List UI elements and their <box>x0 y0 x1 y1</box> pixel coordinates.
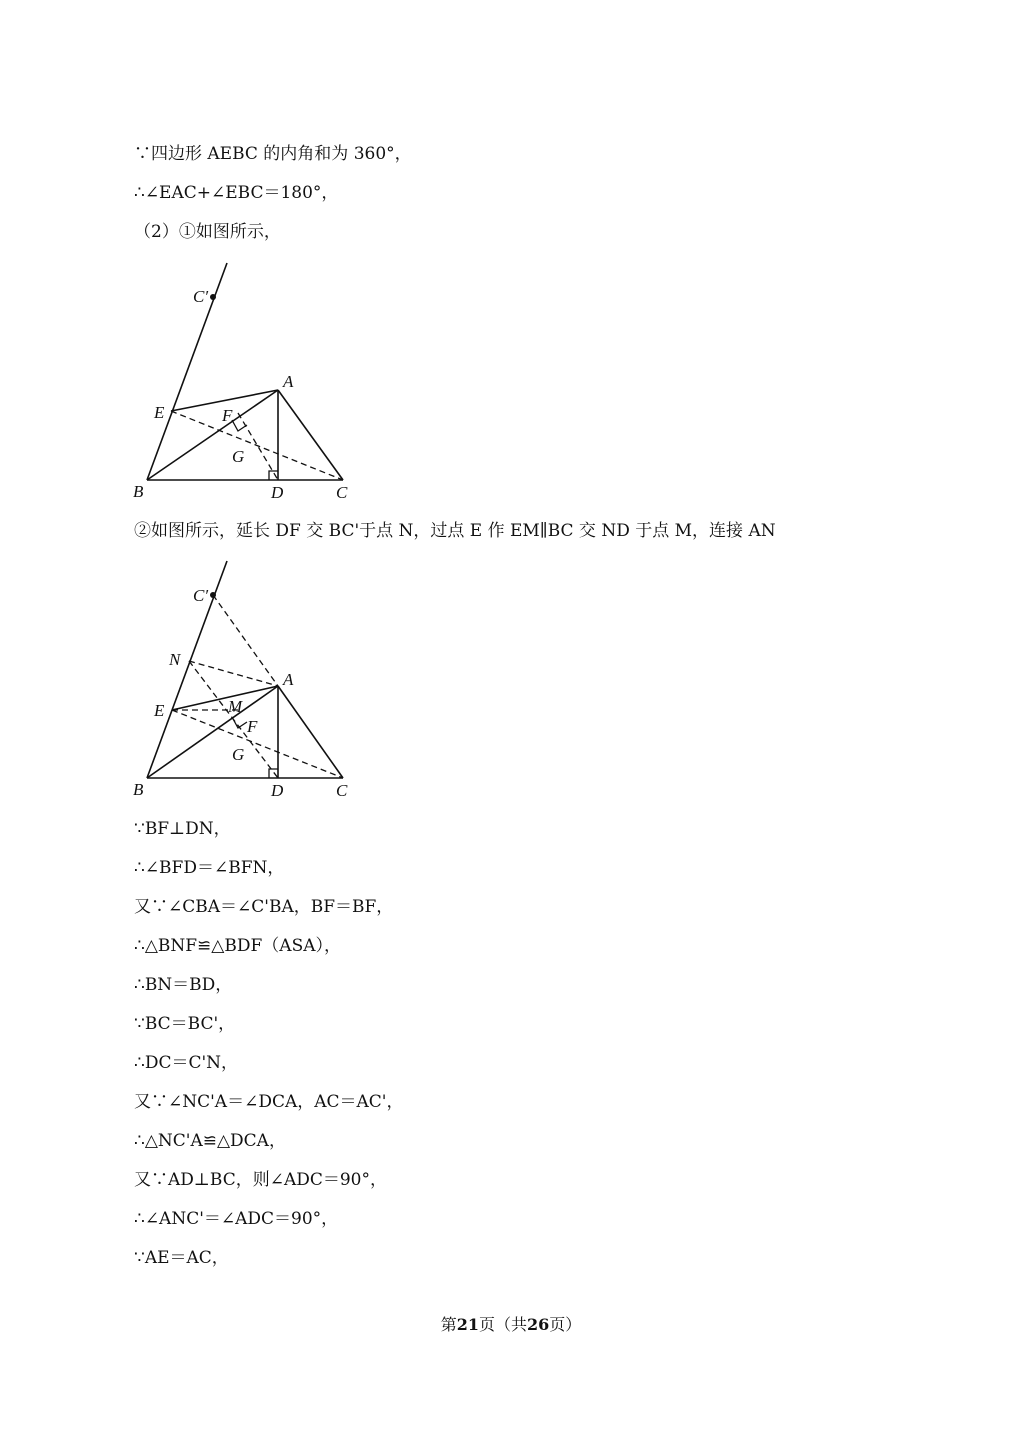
proof-line-12: 又∵∠NC'A＝∠DCA，AC＝AC'， <box>134 1092 404 1112</box>
proof-line-10: ∵BC＝BC'， <box>134 1014 236 1034</box>
label-N: N <box>169 650 181 669</box>
footer-suffix: 页） <box>549 1315 582 1334</box>
proof-line-16: ∵AE＝AC， <box>134 1248 229 1268</box>
proof-line-15: ∴∠ANC'＝∠ADC＝90°， <box>134 1209 339 1229</box>
proof-line-1: ∵四边形 AEBC 的内角和为 360°， <box>134 144 412 164</box>
label-D: D <box>271 483 284 502</box>
label-C: C <box>336 781 348 800</box>
label-F: F <box>222 406 233 425</box>
label-C-prime: C′ <box>193 586 209 605</box>
page-footer <box>0 1314 1022 1336</box>
label-E: E <box>154 403 165 422</box>
label-F: F <box>247 717 258 736</box>
label-B: B <box>133 780 144 799</box>
proof-line-14: 又∵AD⊥BC，则∠ADC＝90°， <box>134 1170 387 1190</box>
proof-line-9: ∴BN＝BD， <box>134 975 233 995</box>
proof-line-7: 又∵∠CBA＝∠C'BA，BF＝BF， <box>134 897 394 917</box>
proof-line-11: ∴DC＝C'N， <box>134 1053 239 1073</box>
label-G: G <box>232 745 245 764</box>
proof-line-2: ∴∠EAC+∠EBC＝180°， <box>134 183 339 203</box>
label-C: C <box>336 483 348 502</box>
label-G: G <box>232 447 245 466</box>
label-D: D <box>271 781 284 800</box>
proof-line-4: ②如图所示，延长 DF 交 BC'于点 N，过点 E 作 EM∥BC 交 ND 于点 M，连接 AN <box>134 521 776 541</box>
proof-line-13: ∴△NC'A≌△DCA， <box>134 1131 286 1151</box>
proof-line-6: ∴∠BFD＝∠BFN， <box>134 858 285 878</box>
label-A: A <box>283 372 294 391</box>
proof-line-5: ∵BF⊥DN， <box>134 819 231 839</box>
label-C-prime: C′ <box>193 287 209 306</box>
footer-middle: 页（共 <box>478 1315 527 1334</box>
footer-page-number: 21 <box>456 1315 479 1334</box>
label-B: B <box>133 482 144 501</box>
label-M: M <box>228 697 243 716</box>
footer-prefix: 第 <box>440 1315 457 1334</box>
label-A: A <box>283 670 294 689</box>
proof-line-8: ∴△BNF≌△BDF（ASA）， <box>134 936 341 956</box>
footer-total-pages: 26 <box>527 1315 550 1334</box>
label-E: E <box>154 701 165 720</box>
proof-line-3: （2）①如图所示， <box>134 222 281 242</box>
